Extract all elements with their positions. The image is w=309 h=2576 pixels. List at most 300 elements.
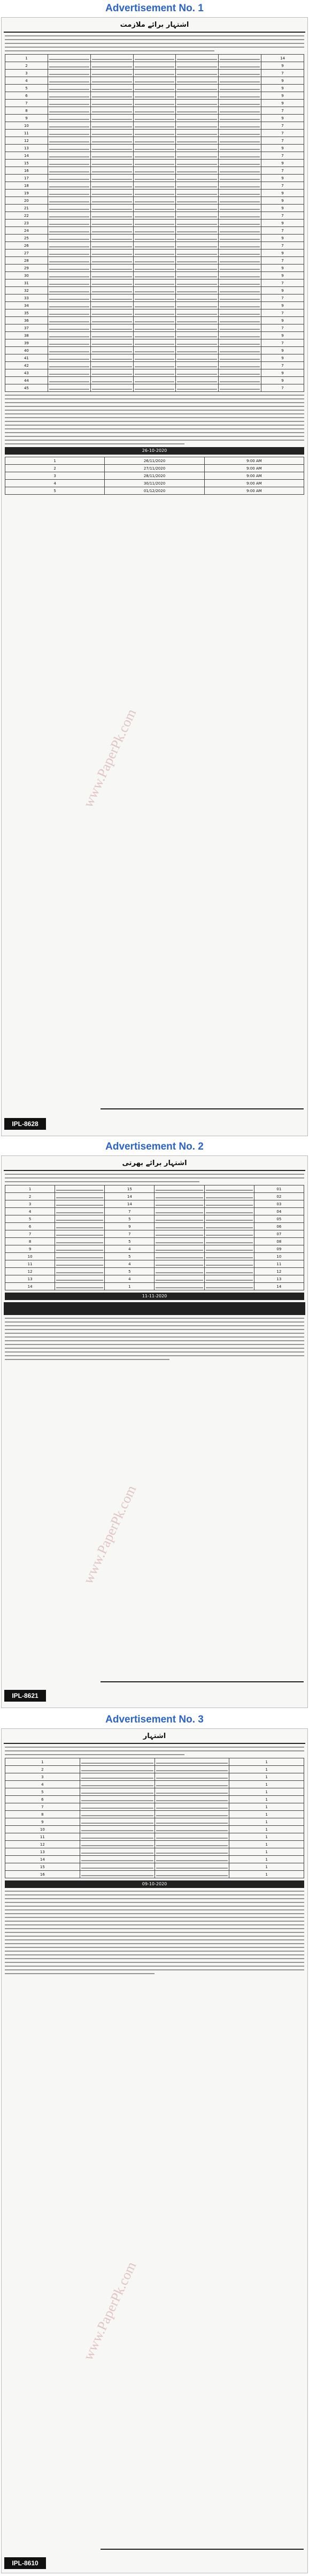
table-cell: 14 <box>5 1856 80 1863</box>
table-cell <box>90 377 133 384</box>
table-row <box>5 487 304 495</box>
table-cell <box>219 115 261 122</box>
table-row <box>5 457 304 465</box>
table-cell <box>80 1818 154 1826</box>
table-cell <box>154 1245 204 1253</box>
table-cell <box>133 212 176 220</box>
table-cell <box>90 152 133 160</box>
table-cell: 28 <box>5 257 48 265</box>
table-cell <box>55 1223 105 1230</box>
table-cell <box>176 369 219 377</box>
table-cell: 11 <box>5 130 48 137</box>
table-cell <box>176 70 219 77</box>
ad2-note-band: 11-11-2020 <box>5 1293 304 1300</box>
table-cell <box>80 1871 154 1878</box>
table-cell: 9 <box>261 145 304 152</box>
table-cell: 4 <box>105 1260 154 1268</box>
table-cell: 3 <box>5 1773 80 1781</box>
table-cell <box>90 287 133 294</box>
table-cell: 8 <box>5 107 48 115</box>
table-cell <box>90 279 133 287</box>
table-cell <box>90 55 133 62</box>
table-cell <box>80 1848 154 1856</box>
table-cell <box>133 279 176 287</box>
table-row <box>5 1238 304 1245</box>
table-cell <box>219 272 261 279</box>
table-cell <box>55 1245 105 1253</box>
table-cell: 28/11/2020 <box>105 472 204 480</box>
table-row <box>5 77 304 85</box>
table-cell: 7 <box>261 242 304 250</box>
table-cell <box>204 1253 254 1260</box>
table-row <box>5 1758 304 1766</box>
table-cell: 9:00 AM <box>204 480 304 487</box>
table-cell <box>176 317 219 324</box>
table-cell <box>133 137 176 145</box>
table-cell: 7 <box>261 227 304 235</box>
table-cell <box>133 92 176 100</box>
table-cell: 9 <box>261 205 304 212</box>
ad1-heading: اشتہار برائے ملازمت <box>4 19 305 33</box>
table-cell: 27/11/2020 <box>105 465 204 472</box>
ad1-posts-table <box>5 54 304 392</box>
table-cell <box>219 279 261 287</box>
table-cell <box>219 122 261 130</box>
table-cell: 30 <box>5 272 48 279</box>
table-cell <box>55 1253 105 1260</box>
table-row <box>5 317 304 324</box>
table-cell: 15 <box>5 1863 80 1871</box>
table-cell: 7 <box>5 1230 55 1238</box>
table-cell: 9 <box>261 369 304 377</box>
table-cell <box>48 302 90 309</box>
table-cell: 1 <box>229 1758 304 1766</box>
watermark-ad3: www.PaperPk.com <box>80 2259 140 2363</box>
table-cell: 1 <box>229 1796 304 1803</box>
table-row <box>5 309 304 317</box>
table-cell: 7 <box>5 1803 80 1811</box>
table-cell <box>133 242 176 250</box>
table-cell <box>133 354 176 362</box>
table-cell: 03 <box>254 1200 304 1208</box>
table-cell: 11 <box>254 1260 304 1268</box>
table-cell: 6 <box>5 1796 80 1803</box>
ad2-heading: اشتہار برائے بھرتی <box>4 1157 305 1171</box>
table-row <box>5 377 304 384</box>
table-row <box>5 265 304 272</box>
table-cell: 5 <box>105 1253 154 1260</box>
table-cell <box>133 167 176 175</box>
ad2-signature <box>101 1681 304 1694</box>
table-cell: 12 <box>5 1841 80 1848</box>
table-cell <box>90 362 133 369</box>
table-cell <box>176 377 219 384</box>
table-cell <box>90 347 133 354</box>
table-cell <box>219 212 261 220</box>
table-cell: 9 <box>261 272 304 279</box>
table-cell <box>133 309 176 317</box>
table-cell: 1 <box>229 1833 304 1841</box>
table-cell <box>219 205 261 212</box>
table-cell <box>48 130 90 137</box>
table-cell: 1 <box>229 1788 304 1796</box>
table-row <box>5 347 304 354</box>
table-row <box>5 332 304 339</box>
table-cell <box>219 257 261 265</box>
table-cell <box>176 77 219 85</box>
table-cell <box>90 242 133 250</box>
table-cell <box>176 294 219 302</box>
table-row <box>5 287 304 294</box>
table-cell: 12 <box>5 137 48 145</box>
table-row <box>5 1796 304 1803</box>
table-row <box>5 1215 304 1223</box>
table-cell <box>219 362 261 369</box>
table-cell: 1 <box>5 1185 55 1193</box>
table-cell <box>90 235 133 242</box>
table-cell: 7 <box>261 212 304 220</box>
table-row <box>5 1856 304 1863</box>
table-cell <box>48 369 90 377</box>
table-row <box>5 272 304 279</box>
table-cell <box>55 1208 105 1215</box>
ad1-ipl-code: IPL-8628 <box>4 1118 46 1130</box>
table-cell <box>219 70 261 77</box>
table-cell <box>48 205 90 212</box>
table-cell: 2 <box>5 1193 55 1200</box>
table-row <box>5 152 304 160</box>
table-cell: 9 <box>261 377 304 384</box>
table-cell <box>154 1803 229 1811</box>
table-row <box>5 279 304 287</box>
table-cell: 2 <box>5 1766 80 1773</box>
table-cell <box>48 85 90 92</box>
table-cell: 9:00 AM <box>204 457 304 465</box>
table-cell: 32 <box>5 287 48 294</box>
table-cell: 13 <box>5 1848 80 1856</box>
table-cell <box>133 220 176 227</box>
table-cell: 5 <box>5 85 48 92</box>
table-cell: 8 <box>5 1811 80 1818</box>
table-row <box>5 294 304 302</box>
table-row <box>5 1223 304 1230</box>
table-cell <box>219 235 261 242</box>
ad3-ipl-code: IPL-8610 <box>4 2557 46 2569</box>
table-cell: 1 <box>229 1841 304 1848</box>
table-cell <box>154 1260 204 1268</box>
table-cell <box>133 70 176 77</box>
table-cell <box>90 92 133 100</box>
table-cell: 7 <box>261 294 304 302</box>
table-cell <box>219 317 261 324</box>
table-cell <box>176 167 219 175</box>
table-row <box>5 250 304 257</box>
table-cell <box>80 1773 154 1781</box>
table-cell <box>48 332 90 339</box>
table-cell <box>176 130 219 137</box>
table-row <box>5 92 304 100</box>
table-cell: 7 <box>261 152 304 160</box>
table-cell <box>90 160 133 167</box>
ad1-intro-text <box>5 35 304 51</box>
table-cell <box>90 317 133 324</box>
table-row <box>5 100 304 107</box>
ad2-conditions-heading <box>4 1302 305 1315</box>
table-cell <box>90 227 133 235</box>
table-row <box>5 62 304 70</box>
table-cell <box>48 70 90 77</box>
table-cell <box>48 250 90 257</box>
table-row <box>5 465 304 472</box>
ad3-conditions-text <box>5 1891 304 1974</box>
table-cell: 13 <box>5 145 48 152</box>
table-cell <box>154 1781 229 1788</box>
ad1-title: Advertisement No. 1 <box>105 3 204 14</box>
table-cell <box>219 167 261 175</box>
table-cell <box>204 1260 254 1268</box>
table-cell <box>219 369 261 377</box>
table-row <box>5 1863 304 1871</box>
ad1-interview-schedule <box>5 457 304 495</box>
table-cell: 9 <box>261 62 304 70</box>
table-cell: 14 <box>5 152 48 160</box>
table-cell: 9 <box>261 220 304 227</box>
table-cell <box>219 182 261 190</box>
table-row <box>5 1788 304 1796</box>
table-cell <box>48 242 90 250</box>
table-cell: 9 <box>261 190 304 197</box>
table-cell: 7 <box>261 137 304 145</box>
table-cell: 12 <box>5 1268 55 1275</box>
table-cell <box>48 152 90 160</box>
table-cell <box>48 317 90 324</box>
table-cell <box>133 197 176 205</box>
table-cell <box>48 115 90 122</box>
table-cell: 9 <box>261 115 304 122</box>
table-cell <box>48 257 90 265</box>
table-cell: 9 <box>5 115 48 122</box>
table-cell <box>133 324 176 332</box>
table-row <box>5 1811 304 1818</box>
table-cell <box>90 167 133 175</box>
table-cell <box>90 107 133 115</box>
table-cell: 7 <box>5 100 48 107</box>
ad1-signature <box>101 1108 304 1121</box>
table-cell <box>90 190 133 197</box>
table-cell <box>133 145 176 152</box>
table-cell: 9 <box>261 347 304 354</box>
table-cell <box>90 294 133 302</box>
table-cell: 3 <box>5 70 48 77</box>
table-cell: 24 <box>5 227 48 235</box>
table-cell: 9 <box>261 332 304 339</box>
table-cell: 1 <box>229 1766 304 1773</box>
table-cell <box>90 175 133 182</box>
table-cell: 45 <box>5 384 48 392</box>
table-cell: 29 <box>5 265 48 272</box>
table-row <box>5 1230 304 1238</box>
table-cell: 09 <box>254 1245 304 1253</box>
table-cell <box>176 257 219 265</box>
table-row <box>5 1803 304 1811</box>
table-cell: 3 <box>5 472 105 480</box>
table-cell <box>55 1200 105 1208</box>
table-cell <box>48 309 90 317</box>
table-cell <box>90 62 133 70</box>
table-row <box>5 1833 304 1841</box>
table-row <box>5 167 304 175</box>
table-cell <box>154 1788 229 1796</box>
table-cell <box>176 62 219 70</box>
table-cell <box>80 1856 154 1863</box>
table-cell <box>154 1758 229 1766</box>
table-cell <box>133 339 176 347</box>
table-cell: 7 <box>261 122 304 130</box>
table-cell: 31 <box>5 279 48 287</box>
table-row <box>5 1253 304 1260</box>
table-cell <box>133 152 176 160</box>
table-cell <box>80 1796 154 1803</box>
ad3-posts-table <box>5 1758 304 1878</box>
table-row <box>5 227 304 235</box>
table-cell: 25 <box>5 235 48 242</box>
table-cell <box>48 362 90 369</box>
table-row <box>5 197 304 205</box>
table-cell: 9 <box>261 175 304 182</box>
table-cell <box>219 197 261 205</box>
table-cell: 42 <box>5 362 48 369</box>
table-cell <box>176 160 219 167</box>
table-row <box>5 362 304 369</box>
table-cell: 5 <box>5 1788 80 1796</box>
table-cell: 7 <box>261 324 304 332</box>
table-cell <box>90 70 133 77</box>
table-cell <box>204 1238 254 1245</box>
table-row <box>5 190 304 197</box>
table-row <box>5 1200 304 1208</box>
table-row <box>5 70 304 77</box>
table-row <box>5 220 304 227</box>
table-cell <box>90 332 133 339</box>
table-cell <box>176 100 219 107</box>
table-cell <box>133 369 176 377</box>
table-cell <box>176 55 219 62</box>
table-cell <box>48 235 90 242</box>
table-cell: 14 <box>105 1193 154 1200</box>
ad2-title: Advertisement No. 2 <box>105 1141 204 1152</box>
table-row <box>5 1208 304 1215</box>
table-cell <box>90 145 133 152</box>
table-cell <box>176 137 219 145</box>
table-cell <box>154 1193 204 1200</box>
table-cell: 1 <box>229 1818 304 1826</box>
table-cell <box>176 272 219 279</box>
table-cell: 7 <box>105 1208 154 1215</box>
table-cell: 2 <box>5 62 48 70</box>
table-cell <box>154 1238 204 1245</box>
table-cell: 7 <box>261 384 304 392</box>
table-cell: 4 <box>105 1245 154 1253</box>
table-cell: 5 <box>105 1215 154 1223</box>
table-cell: 44 <box>5 377 48 384</box>
table-cell <box>219 250 261 257</box>
table-cell: 15 <box>5 160 48 167</box>
table-cell: 23 <box>5 220 48 227</box>
table-row <box>5 1871 304 1878</box>
table-cell <box>90 182 133 190</box>
table-cell <box>219 160 261 167</box>
ad3-date-band: 09-10-2020 <box>5 1880 304 1888</box>
table-cell <box>90 324 133 332</box>
table-cell <box>219 309 261 317</box>
table-cell: 34 <box>5 302 48 309</box>
table-row <box>5 1245 304 1253</box>
table-cell: 02 <box>254 1193 304 1200</box>
table-cell <box>154 1208 204 1215</box>
table-cell <box>219 92 261 100</box>
table-cell: 01 <box>254 1185 304 1193</box>
table-cell: 4 <box>105 1275 154 1283</box>
table-row <box>5 122 304 130</box>
table-cell: 10 <box>254 1253 304 1260</box>
table-cell <box>219 130 261 137</box>
table-cell: 1 <box>229 1863 304 1871</box>
table-cell <box>219 145 261 152</box>
table-cell <box>48 272 90 279</box>
table-cell: 27 <box>5 250 48 257</box>
table-cell <box>48 197 90 205</box>
table-cell <box>219 77 261 85</box>
table-row <box>5 1260 304 1268</box>
table-cell <box>176 205 219 212</box>
table-cell: 01/12/2020 <box>105 487 204 495</box>
table-cell: 17 <box>5 175 48 182</box>
table-cell <box>154 1856 229 1863</box>
table-cell: 9 <box>261 160 304 167</box>
table-cell: 4 <box>5 480 105 487</box>
table-row <box>5 1193 304 1200</box>
table-cell <box>48 265 90 272</box>
table-cell <box>176 309 219 317</box>
table-cell: 43 <box>5 369 48 377</box>
table-cell <box>176 332 219 339</box>
table-cell <box>133 160 176 167</box>
table-cell: 26 <box>5 242 48 250</box>
table-cell <box>90 220 133 227</box>
table-cell: 40 <box>5 347 48 354</box>
table-cell <box>133 227 176 235</box>
table-cell: 38 <box>5 332 48 339</box>
table-cell <box>133 235 176 242</box>
table-cell <box>133 384 176 392</box>
table-cell <box>154 1275 204 1283</box>
table-cell: 3 <box>5 1200 55 1208</box>
table-cell <box>154 1796 229 1803</box>
table-cell <box>90 77 133 85</box>
table-row <box>5 205 304 212</box>
table-cell: 26/11/2020 <box>105 457 204 465</box>
table-cell <box>176 227 219 235</box>
table-cell: 1 <box>5 457 105 465</box>
table-cell <box>48 190 90 197</box>
table-cell <box>176 212 219 220</box>
table-cell <box>55 1275 105 1283</box>
watermark-ad1: www.PaperPk.com <box>80 706 140 810</box>
table-cell <box>55 1283 105 1290</box>
table-row <box>5 302 304 309</box>
table-cell <box>176 324 219 332</box>
table-cell <box>204 1275 254 1283</box>
